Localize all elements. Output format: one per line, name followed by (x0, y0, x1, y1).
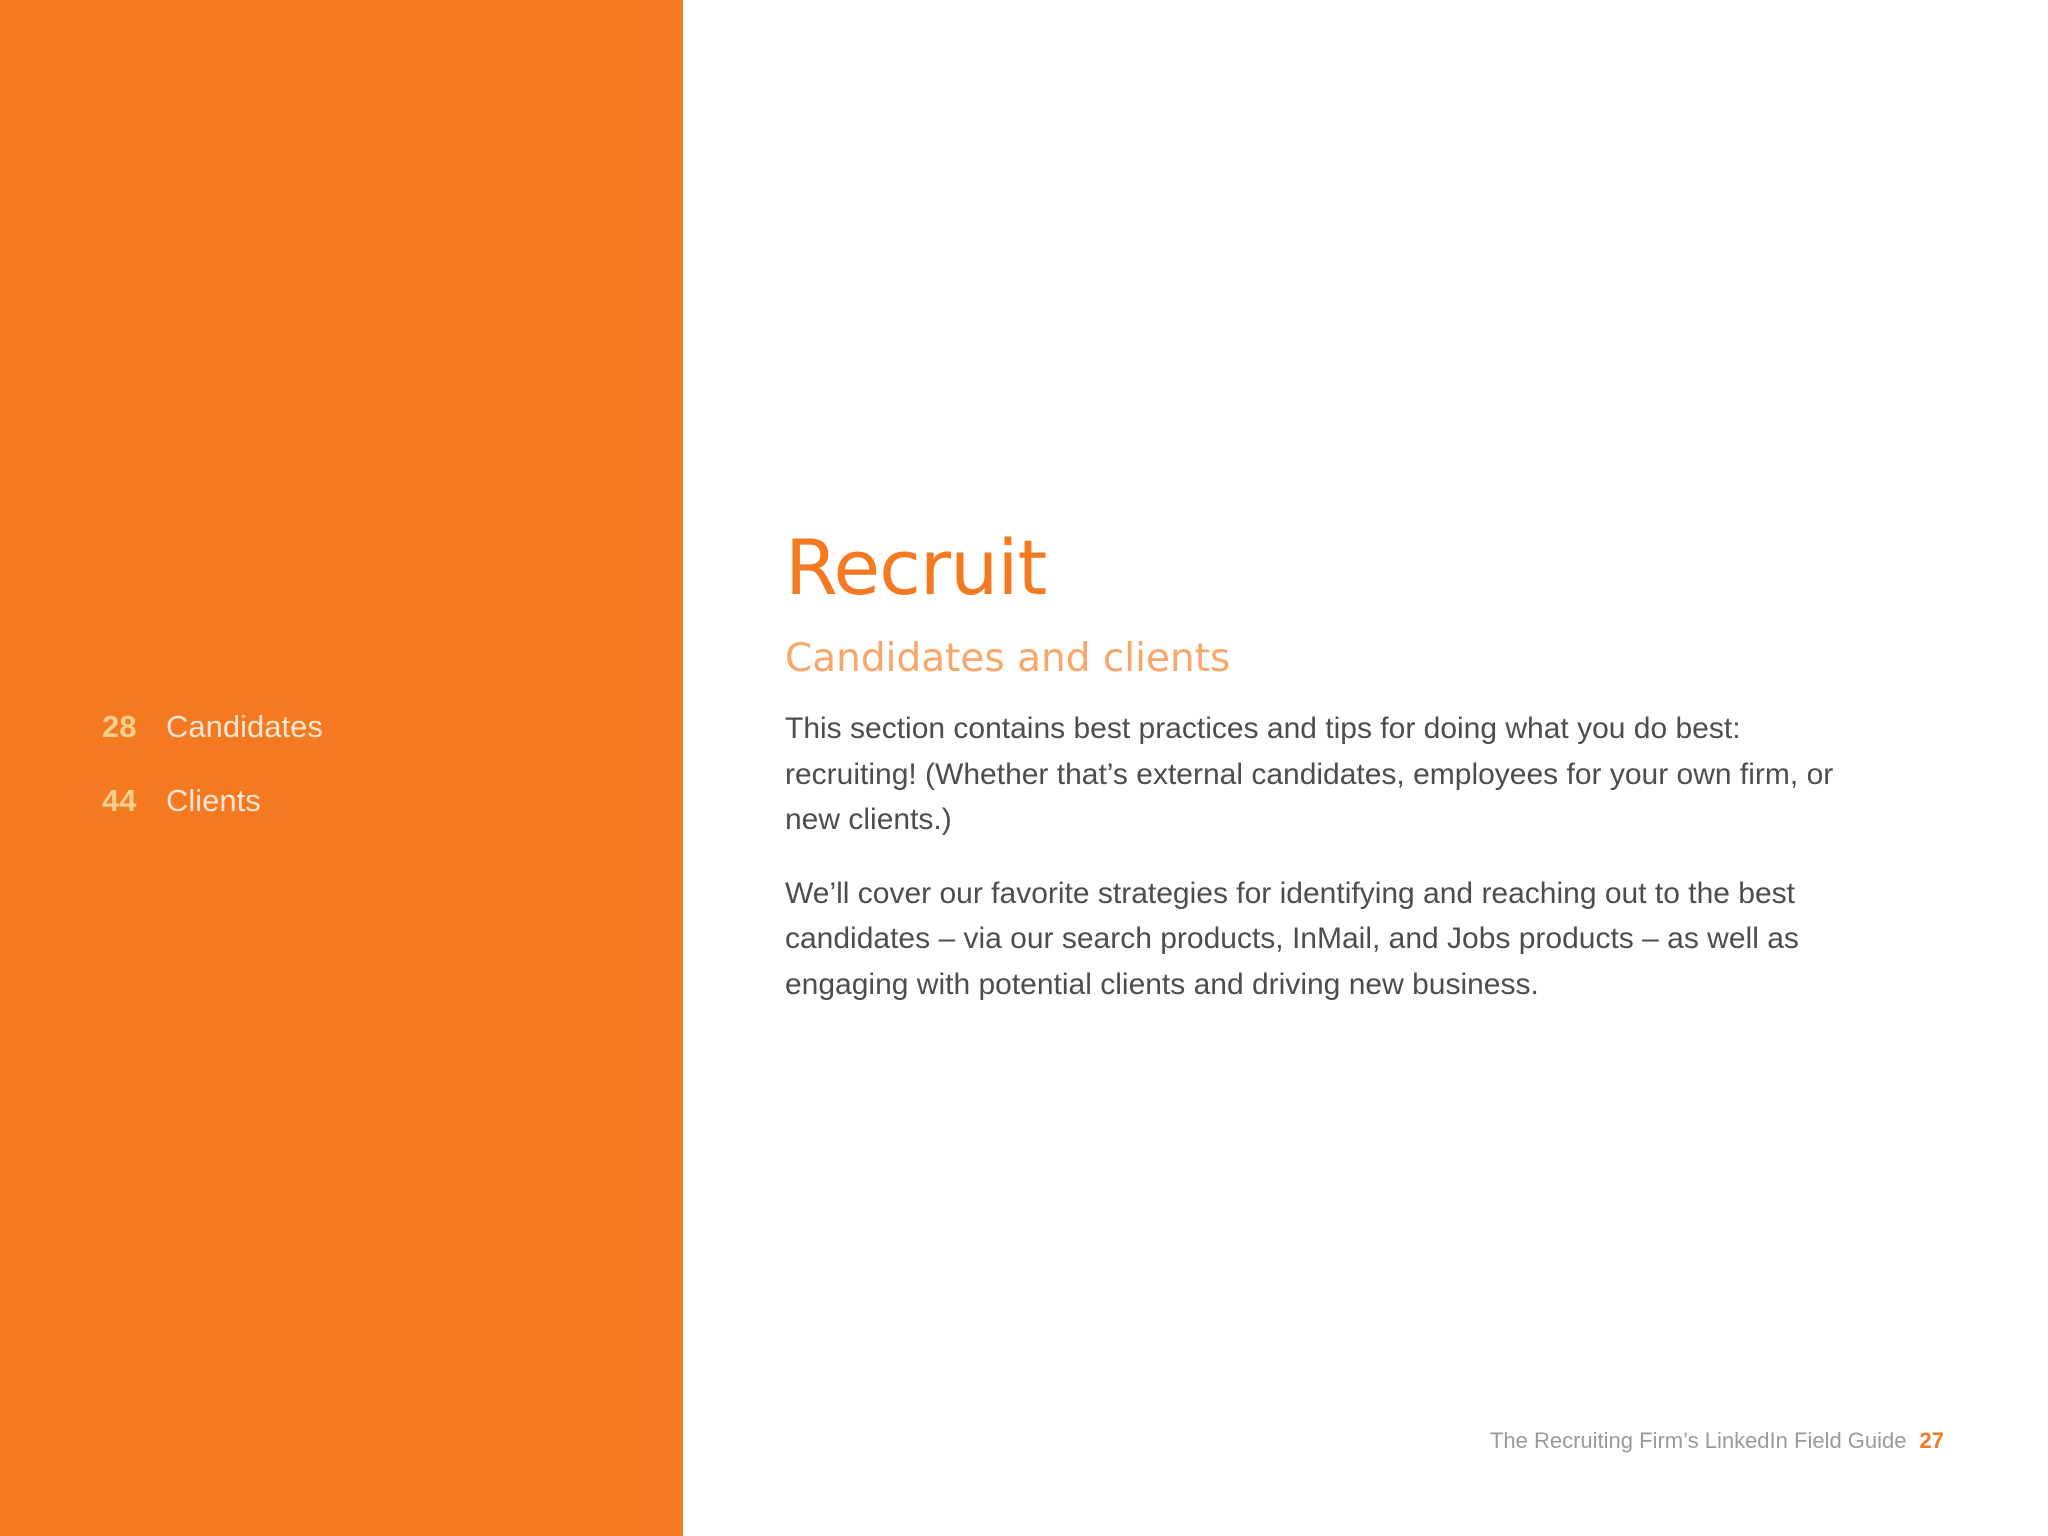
strategy-paragraph: We’ll cover our favorite strategies for identifying and reaching out to the best candidates – via our search products, InMail, and Jobs products – as well as engaging with potential clients and driving new business. (785, 876, 1799, 1001)
toc-item-label: Candidates (166, 709, 323, 744)
sidebar-panel (0, 0, 683, 1536)
page-footer (1490, 1428, 1944, 1454)
intro-paragraph: This section contains best practices and tips for doing what you do best: recruiting! (Whether that’s external candidates, employees for your own firm, or new clients.) (785, 712, 1834, 836)
toc-item-clients[interactable] (102, 783, 323, 857)
toc-page-number: 28 (102, 709, 137, 744)
footer-guide-title: The Recruiting Firm’s LinkedIn Field Guide (1489, 1428, 1907, 1453)
toc-item-candidates[interactable] (102, 709, 323, 783)
section-subtitle: Candidates and clients (785, 636, 1231, 681)
footer-page-number: 27 (1919, 1428, 1944, 1453)
section-title: Recruit (785, 523, 1047, 612)
toc-page-number: 44 (102, 783, 137, 818)
toc-item-label: Clients (166, 783, 261, 818)
table-of-contents (102, 709, 323, 857)
main-content (785, 518, 1845, 1007)
